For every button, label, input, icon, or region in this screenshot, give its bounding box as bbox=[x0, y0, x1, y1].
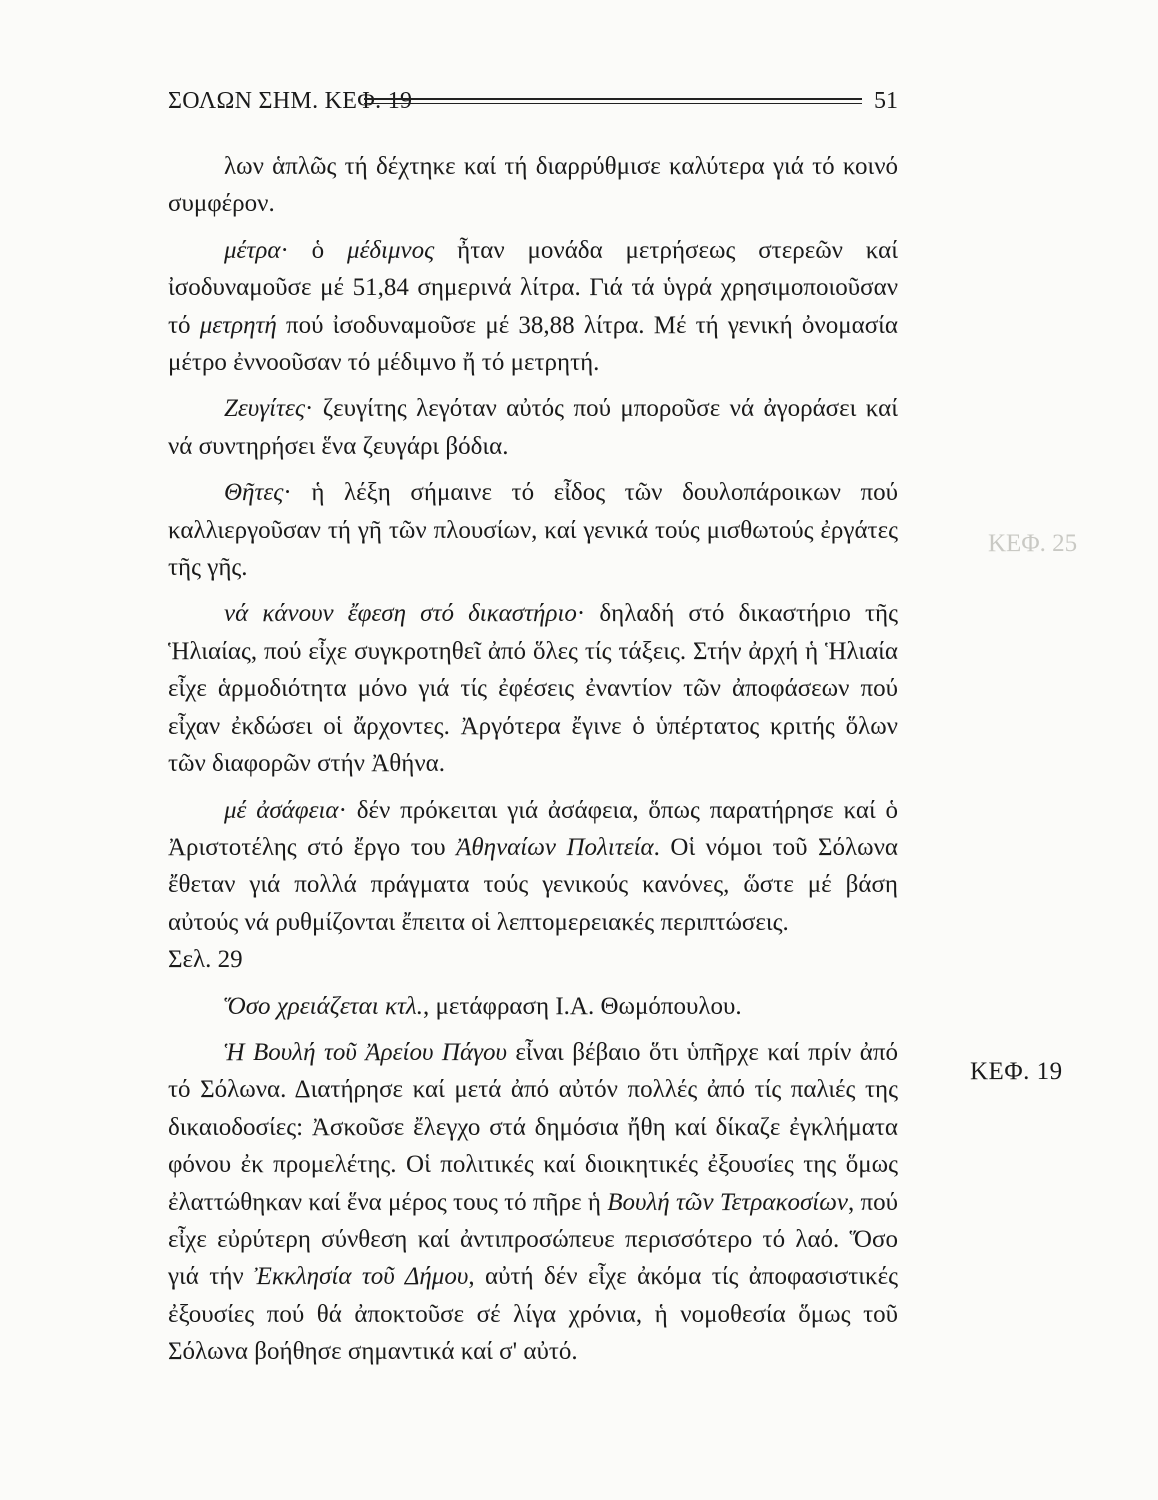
header-rule bbox=[364, 98, 862, 104]
page-body bbox=[168, 148, 898, 1371]
text-run: · δέν πρόκειται γιά ἀσάφεια, ὅπως παρατήρησε καί ὁ Ἀριστοτέλης στό ἔργο του bbox=[168, 796, 899, 861]
italic-term: μέ ἀσάφεια bbox=[224, 796, 339, 824]
italic-term: νά κάνουν ἔφεση στό δικαστήριο bbox=[224, 600, 577, 628]
paragraph bbox=[168, 232, 898, 382]
bleed-through-text: ΚΕΦ. 25 bbox=[988, 530, 1078, 557]
margin-note: ΚΕΦ. 19 bbox=[970, 1058, 1063, 1085]
italic-term: μετρητή bbox=[199, 311, 277, 339]
paragraph bbox=[168, 390, 898, 465]
italic-term: Βουλή τῶν Τετρακοσίων bbox=[607, 1188, 848, 1216]
italic-term: μέτρα bbox=[224, 236, 281, 264]
italic-term: Ἡ Βουλή τοῦ Ἀρείου Πάγου bbox=[224, 1038, 507, 1066]
paragraph bbox=[168, 595, 898, 782]
italic-term: Ζευγίτες bbox=[224, 395, 305, 423]
italic-term: Ἐκκλησία τοῦ Δήμου bbox=[254, 1263, 469, 1291]
paragraph bbox=[168, 941, 898, 978]
page-number: 51 bbox=[874, 88, 898, 114]
text-run: πού ἰσοδυναμοῦσε μέ 38,88 λίτρα. Μέ τή γενική ὀνομασία μέτρο ἐννοοῦσαν τό μέδιμνο ἤ τό μετρητή. bbox=[168, 311, 898, 377]
running-header bbox=[168, 86, 898, 116]
italic-term: Ἀθηναίων Πολιτεία bbox=[456, 833, 654, 861]
text-run: ἦταν μονάδα μετρήσεως στερεῶν καί ἰσοδυναμοῦσε μέ 51,84 σημερινά λίτρα. Γιά τά ὑγρά χρησιμοποιοῦσαν τό bbox=[168, 236, 898, 339]
text-run: λων ἁπλῶς τή δέχτηκε καί τή διαρρύθμισε καλύτερα γιά τό κοινό συμφέρον. bbox=[168, 153, 898, 218]
text-run: · ὁ bbox=[280, 236, 348, 264]
paragraph bbox=[168, 1034, 898, 1371]
italic-term: Θῆτες bbox=[224, 479, 284, 507]
text-run: · ζευγίτης λεγόταν αὐτός πού μποροῦσε νά ἀγοράσει καί νά συντηρήσει ἕνα ζευγάρι βόδια. bbox=[168, 395, 898, 460]
italic-term: Ὅσο χρειάζεται κτλ. bbox=[224, 992, 423, 1020]
text-run: , πού εἶχε εὐρύτερη σύνθεση καί ἀντιπροσώπευε περισσότερο τό λαό. Ὅσο γιά τήν bbox=[168, 1188, 898, 1291]
text-run: . Οἱ νόμοι τοῦ Σόλωνα ἔθεταν γιά πολλά πράγματα τούς γενικούς κανόνες, ὥστε μέ βάση αὐτούς νά ρυθμίζονται ἔπειτα οἱ λεπτομερειακές περιπτώσεις. bbox=[168, 833, 899, 936]
text-run: · δηλαδή στό δικαστήριο τῆς Ἡλιαίας, πού εἶχε συγκροτηθεῖ ἀπό ὅλες τίς τάξεις. Στήν ἀρχή ἡ Ἡλιαία εἶχε ἁρμοδιότητα μόνο γιά τίς ἐφέσεις ἐναντίον τῶν ἀποφάσεων πού εἶχαν ἐκδώσει οἱ ἄρχοντες. Ἀργότερα ἔγινε ὁ ὑπέρτατος κριτής ὅλων τῶν διαφορῶν στήν Ἀθήνα. bbox=[168, 600, 898, 778]
text-run: Σελ. 29 bbox=[168, 946, 243, 974]
paragraph bbox=[168, 988, 898, 1025]
text-run: · ἡ λέξη σήμαινε τό εἶδος τῶν δουλοπάροικων πού καλλιεργοῦσαν τή γῆ τῶν πλουσίων, καί γενικά τούς μισθωτούς ἐργάτες τῆς γῆς. bbox=[168, 479, 898, 582]
paragraph bbox=[168, 148, 898, 223]
paragraph bbox=[168, 474, 898, 586]
text-run: εἶναι βέβαιο ὅτι ὑπῆρχε καί πρίν ἀπό τό Σόλωνα. Διατήρησε καί μετά ἀπό αὐτόν πολλές ἀπό τίς παλιές της δικαιοδοσίες: Ἀσκοῦσε ἔλεγχο στά δημόσια ἤθη καί δίκαζε ἐγκλήματα φόνου ἐκ προμελέτης. Οἱ πολιτικές καί διοικητικές ἐξουσίες της ὅμως ἐλαττώθηκαν καί ἕνα μέρος τους τό πῆρε ἡ bbox=[168, 1038, 898, 1216]
text-run: , μετάφραση Ι.Α. Θωμόπουλου. bbox=[422, 992, 742, 1020]
text-run: , αὐτή δέν εἶχε ἀκόμα τίς ἀποφασιστικές ἐξουσίες πού θά ἀποκτοῦσε σέ λίγα χρόνια, ἡ νομοθεσία ὅμως τοῦ Σόλωνα βοήθησε σημαντικά καί σ' αὐτό. bbox=[168, 1263, 898, 1366]
paragraph bbox=[168, 792, 898, 942]
italic-term: μέδιμνος bbox=[347, 236, 435, 264]
running-title: ΣΟΛΩΝ ΣΗΜ. ΚΕΦ. 19 bbox=[168, 88, 413, 114]
